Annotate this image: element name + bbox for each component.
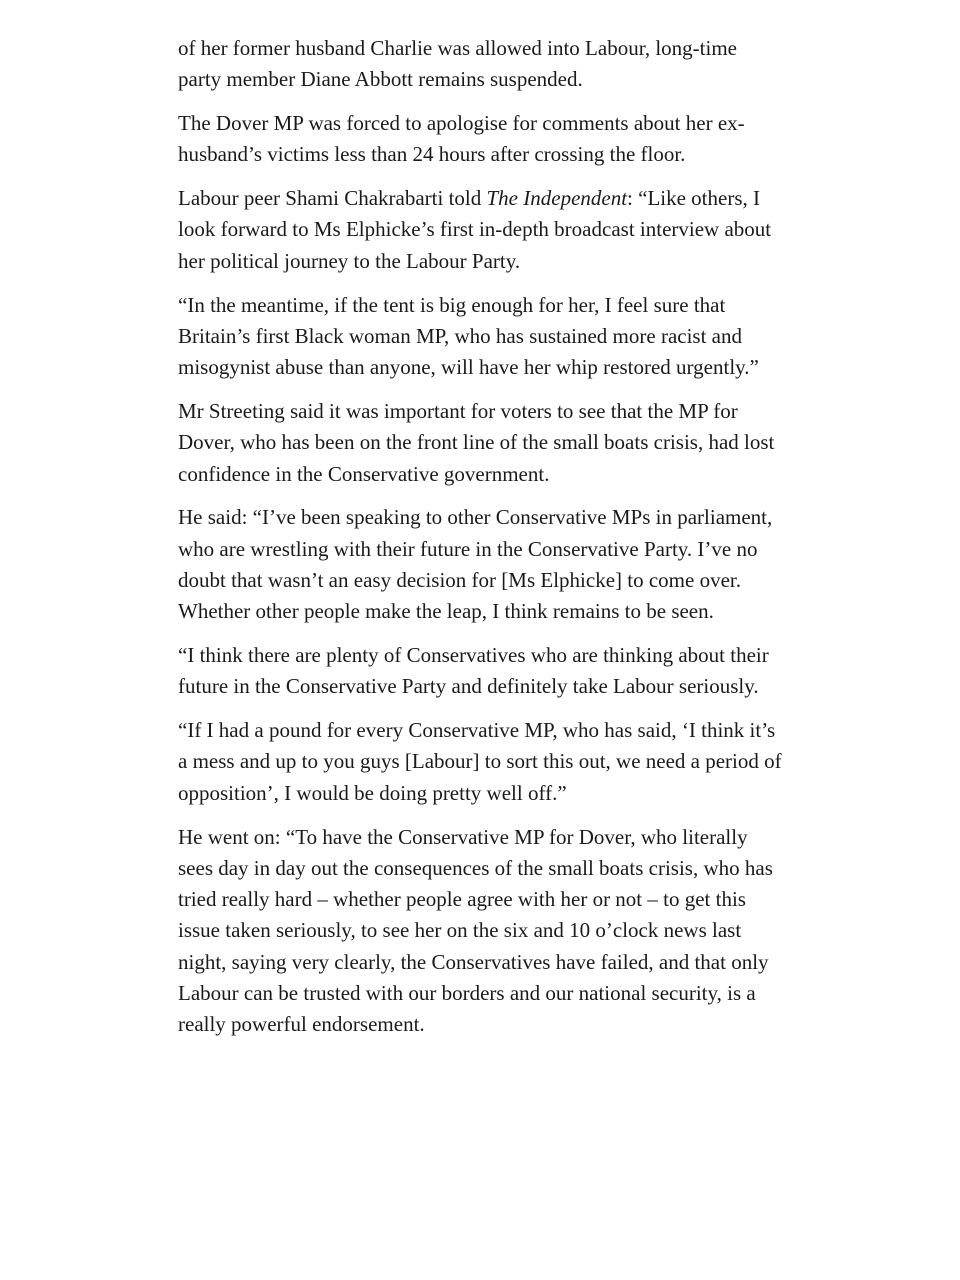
paragraph-1: of her former husband Charlie was allowed into Labour, long-time party member Diane Abbott remains suspended. <box>178 36 738 92</box>
publication-name: The Independent <box>486 186 628 211</box>
paragraph-3-text-after: : “Like others, I look forward to Ms Elphicke’s first in-depth broadcast interview about her political journey to the Labour Party. <box>178 186 772 273</box>
paragraph-3 <box>178 183 782 277</box>
paragraph-9: He went on: “To have the Conservative MP for Dover, who literally sees day in day out the consequences of the small boats crisis, who has tried really hard – whether people agree with her or not – to get this issue taken seriously, to see her on the six and 10 o’clock news last night, saying very clearly, the Conservatives have failed, and that only Labour can be trusted with our borders and our national security, is a really powerful endorsement. <box>178 824 773 1037</box>
paragraph-6: He said: “I’ve been speaking to other Conservative MPs in parliament, who are wrestling with their future in the Conservative Party. I’ve no doubt that wasn’t an easy decision for [Ms Elphicke] to come over. Whether other people make the leap, I think remains to be seen. <box>178 505 773 624</box>
paragraph-4: “In the meantime, if the tent is big enough for her, I feel sure that Britain’s first Black woman MP, who has sustained more racist and misogynist abuse than anyone, will have her whip restored urgently.” <box>178 292 759 380</box>
paragraph-3-text-before: Labour peer Shami Chakrabarti told <box>178 186 487 211</box>
paragraph-7: “I think there are plenty of Conservatives who are thinking about their future in the Conservative Party and definitely take Labour seriously. <box>178 643 769 699</box>
article-body <box>178 33 782 1053</box>
paragraph-5: Mr Streeting said it was important for voters to see that the MP for Dover, who has been on the front line of the small boats crisis, had lost confidence in the Conservative government. <box>178 398 775 486</box>
paragraph-8: “If I had a pound for every Conservative MP, who has said, ‘I think it’s a mess and up to you guys [Labour] to sort this out, we need a period of opposition’, I would be doing pretty well off.” <box>178 718 782 805</box>
paragraph-2: The Dover MP was forced to apologise for comments about her ex-husband’s victims less than 24 hours after crossing the floor. <box>178 111 745 167</box>
